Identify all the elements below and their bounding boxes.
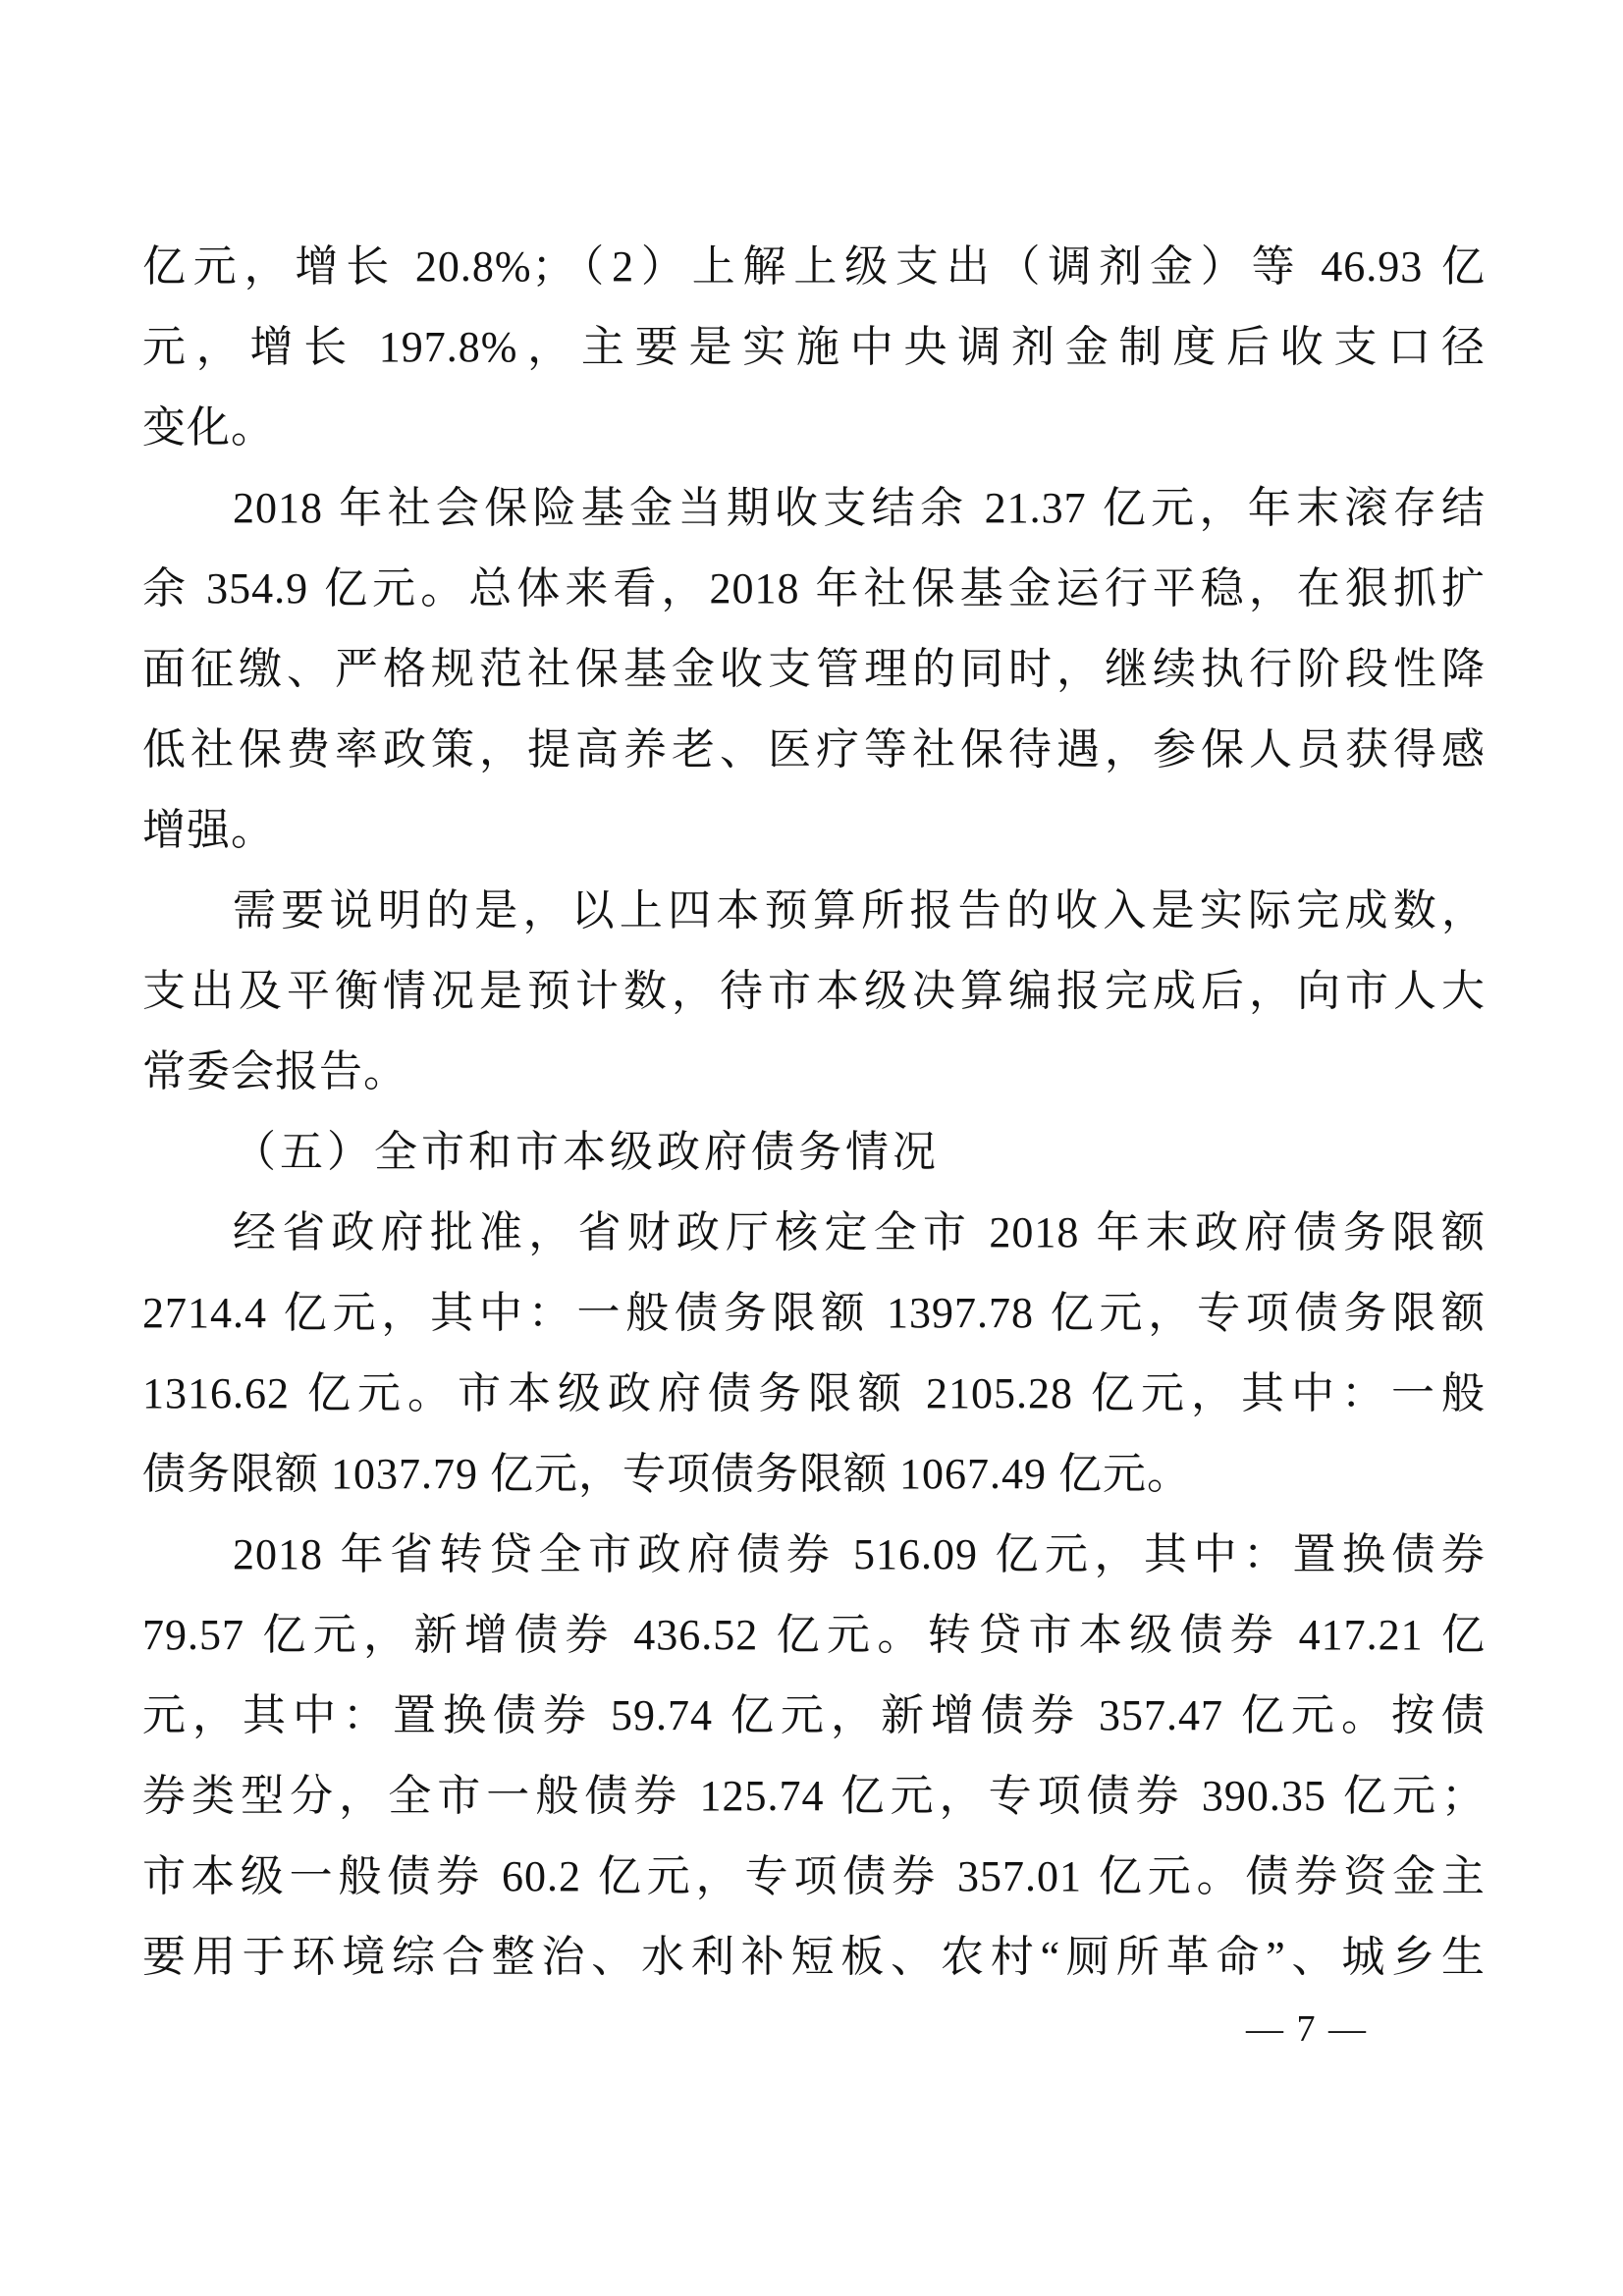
text-line: 市本级一般债券 60.2 亿元，专项债券 357.01 亿元。债券资金主 bbox=[142, 1852, 1486, 1900]
text-line: 常委会报告。 bbox=[142, 1047, 407, 1095]
text-line: 变化。 bbox=[142, 403, 275, 452]
text-line: 低社保费率政策，提高养老、医疗等社保待遇，参保人员获得感 bbox=[142, 725, 1486, 774]
text-line: 2714.4 亿元，其中：一般债务限额 1397.78 亿元，专项债务限额 bbox=[142, 1289, 1486, 1337]
text-line: 券类型分，全市一般债券 125.74 亿元，专项债券 390.35 亿元； bbox=[142, 1772, 1486, 1820]
text-line: 元，其中：置换债券 59.74 亿元，新增债券 357.47 亿元。按债 bbox=[142, 1691, 1486, 1739]
text-line: 债务限额 1037.79 亿元，专项债务限额 1067.49 亿元。 bbox=[142, 1450, 1191, 1498]
text-line: 经省政府批准，省财政厅核定全市 2018 年末政府债务限额 bbox=[233, 1208, 1486, 1256]
text-line: 2018 年社会保险基金当期收支结余 21.37 亿元，年末滚存结 bbox=[233, 484, 1486, 532]
section-heading: （五）全市和市本级政府债务情况 bbox=[233, 1128, 940, 1176]
text-block bbox=[142, 227, 1486, 1998]
text-line: 支出及平衡情况是预计数，待市本级决算编报完成后，向市人大 bbox=[142, 967, 1486, 1015]
text-line: 面征缴、严格规范社保基金收支管理的同时，继续执行阶段性降 bbox=[142, 645, 1486, 693]
text-line: 元，增长 197.8%，主要是实施中央调剂金制度后收支口径 bbox=[142, 323, 1486, 371]
text-line: 需要说明的是，以上四本预算所报告的收入是实际完成数， bbox=[233, 886, 1486, 934]
text-line: 亿元，增长 20.8%；（2）上解上级支出（调剂金）等 46.93 亿 bbox=[142, 242, 1486, 291]
page-number: — 7 — bbox=[1246, 2008, 1368, 2050]
text-line: 2018 年省转贷全市政府债券 516.09 亿元，其中：置换债券 bbox=[233, 1530, 1486, 1578]
text-line: 1316.62 亿元。市本级政府债务限额 2105.28 亿元，其中：一般 bbox=[142, 1369, 1486, 1417]
text-line: 要用于环境综合整治、水利补短板、农村“厕所革命”、城乡生 bbox=[142, 1933, 1486, 1981]
text-line: 增强。 bbox=[142, 806, 275, 854]
text-line: 79.57 亿元，新增债券 436.52 亿元。转贷市本级债券 417.21 亿 bbox=[142, 1611, 1486, 1659]
text-line: 余 354.9 亿元。总体来看，2018 年社保基金运行平稳，在狠抓扩 bbox=[142, 564, 1486, 613]
